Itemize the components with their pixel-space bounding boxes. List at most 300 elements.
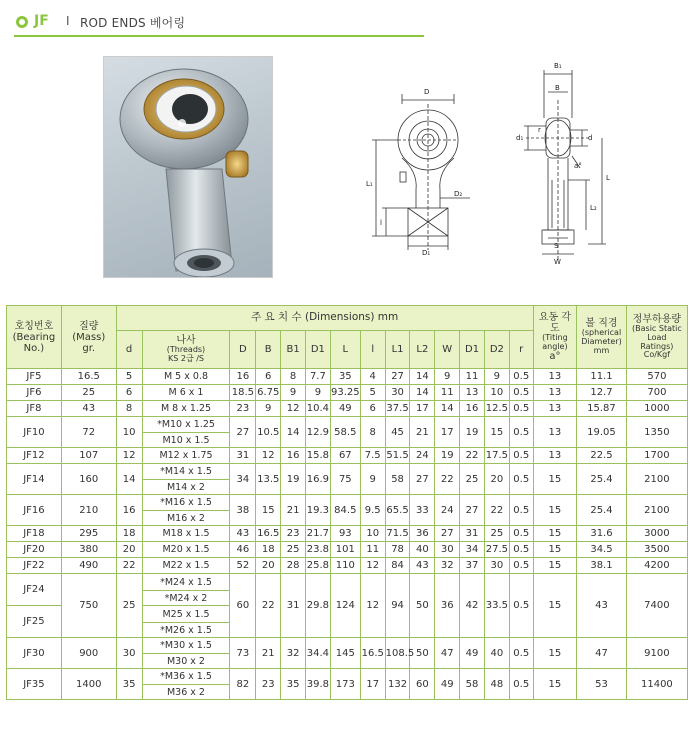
model-cell: JF24 — [7, 574, 62, 606]
dimension-cell: 23.8 — [305, 542, 330, 558]
mass-cell: 25 — [61, 385, 116, 401]
dimension-cell: 52 — [230, 558, 256, 574]
dimension-cell: 0.5 — [509, 464, 533, 495]
sphere-cell: 31.6 — [577, 526, 627, 542]
model-cell: JF30 — [7, 638, 62, 669]
dimension-cell: 110 — [330, 558, 360, 574]
load-cell: 9100 — [626, 638, 687, 669]
side-label-s: S — [554, 242, 559, 250]
thread-spec: M18 x 1.5 — [162, 528, 210, 539]
dimension-cell: 9 — [256, 401, 281, 417]
dimension-cell: 58 — [460, 669, 485, 700]
dimension-cell: 11 — [435, 385, 460, 401]
thread-spec: *M14 x 1.5 — [160, 466, 212, 477]
dimension-cell: 94 — [385, 574, 410, 638]
dimension-cell: 34.4 — [305, 638, 330, 669]
thread-spec: M14 x 2 — [143, 479, 230, 494]
spec-table — [6, 305, 688, 700]
dimension-cell: 11 — [360, 542, 385, 558]
bore-cell: 25 — [116, 574, 142, 638]
dimension-cell: 145 — [330, 638, 360, 669]
threads-cell — [142, 417, 230, 448]
dimension-cell: 45 — [385, 417, 410, 448]
dimension-cell: 14 — [410, 385, 435, 401]
threads-cell — [142, 574, 230, 606]
tilt-cell: 13 — [533, 369, 576, 385]
dimension-cell: 0.5 — [509, 558, 533, 574]
tilt-cell: 15 — [533, 542, 576, 558]
dimension-cell: 0.5 — [509, 574, 533, 638]
mass-cell: 72 — [61, 417, 116, 448]
sphere-cell: 25.4 — [577, 495, 627, 526]
dimension-cell: 27 — [410, 464, 435, 495]
tilt-cell: 15 — [533, 526, 576, 542]
dimension-cell: 0.5 — [509, 417, 533, 448]
model-cell: JF25 — [7, 606, 62, 638]
dimension-cell: 6 — [360, 401, 385, 417]
dimension-cell: 42 — [460, 574, 485, 638]
dimension-cell: 13 — [460, 385, 485, 401]
table-row — [7, 638, 688, 669]
tilt-cell: 15 — [533, 495, 576, 526]
header-load: 정부하용량 (Basic Static Load Ratings) Co/Kgf — [626, 306, 687, 369]
dimension-cell: 18 — [256, 542, 281, 558]
header-dim-r: r — [509, 331, 533, 369]
dimension-cell: 78 — [385, 542, 410, 558]
header-threads: 나사 (Threads) KS 2급 /S — [142, 331, 230, 369]
threads-cell — [142, 558, 230, 574]
sphere-cell: 53 — [577, 669, 627, 700]
dimension-cell: 50 — [410, 574, 435, 638]
model-cell: JF16 — [7, 495, 62, 526]
dimension-cell: 33.5 — [484, 574, 509, 638]
thread-spec: M20 x 1.5 — [162, 544, 210, 555]
dimension-cell: 67 — [330, 448, 360, 464]
threads-cell — [142, 542, 230, 558]
sphere-cell: 47 — [577, 638, 627, 669]
dimension-cell: 9 — [305, 385, 330, 401]
load-cell: 700 — [626, 385, 687, 401]
bore-cell: 22 — [116, 558, 142, 574]
threads-cell — [142, 669, 230, 700]
header-dim-L: L — [330, 331, 360, 369]
dimension-cell: 25.8 — [305, 558, 330, 574]
dimension-cell: 16.5 — [256, 526, 281, 542]
dimension-cell: 12.9 — [305, 417, 330, 448]
bore-cell: 5 — [116, 369, 142, 385]
front-view-drawing — [350, 60, 490, 265]
bore-cell: 16 — [116, 495, 142, 526]
dimension-cell: 132 — [385, 669, 410, 700]
dimension-cell: 0.5 — [509, 542, 533, 558]
spec-table-body — [7, 369, 688, 700]
dimension-cell: 101 — [330, 542, 360, 558]
dimension-cell: 16 — [281, 448, 306, 464]
load-cell: 570 — [626, 369, 687, 385]
mass-cell: 490 — [61, 558, 116, 574]
table-row — [7, 417, 688, 448]
header-dim-L1: L1 — [385, 331, 410, 369]
mass-cell: 160 — [61, 464, 116, 495]
dimension-cell: 14 — [281, 417, 306, 448]
tilt-cell: 15 — [533, 638, 576, 669]
tilt-cell: 13 — [533, 401, 576, 417]
table-row — [7, 385, 688, 401]
dimension-cell: 49 — [330, 401, 360, 417]
dimension-cell: 49 — [460, 638, 485, 669]
dimension-cell: 14 — [435, 401, 460, 417]
mass-cell: 16.5 — [61, 369, 116, 385]
tilt-cell: 15 — [533, 669, 576, 700]
table-row — [7, 464, 688, 495]
model-cell: JF6 — [7, 385, 62, 401]
mass-cell: 1400 — [61, 669, 116, 700]
bore-cell: 35 — [116, 669, 142, 700]
front-label-l1: L₁ — [366, 180, 373, 188]
dimension-cell: 75 — [330, 464, 360, 495]
dimension-cell: 31 — [460, 526, 485, 542]
thread-spec: M10 x 1.5 — [143, 432, 230, 447]
dimension-cell: 0.5 — [509, 385, 533, 401]
tilt-cell: 15 — [533, 558, 576, 574]
dimension-cell: 22 — [460, 448, 485, 464]
dimension-cell: 9 — [435, 369, 460, 385]
load-cell: 11400 — [626, 669, 687, 700]
header-dim-D1b: D1 — [460, 331, 485, 369]
side-label-l: L — [606, 174, 610, 182]
thread-spec: M 8 x 1.25 — [160, 403, 212, 414]
dimension-cell: 8 — [281, 369, 306, 385]
model-cell: JF8 — [7, 401, 62, 417]
dimension-cell: 60 — [230, 574, 256, 638]
dimension-cell: 38 — [230, 495, 256, 526]
dimension-cell: 12 — [281, 401, 306, 417]
dimension-cell: 46 — [230, 542, 256, 558]
dimension-cell: 36 — [435, 574, 460, 638]
load-cell: 3500 — [626, 542, 687, 558]
dimension-cell: 27 — [460, 495, 485, 526]
side-label-l2: L₂ — [590, 204, 597, 212]
dimension-cell: 4 — [360, 369, 385, 385]
table-row — [7, 558, 688, 574]
dimension-cell: 30 — [435, 542, 460, 558]
dimension-cell: 22 — [484, 495, 509, 526]
dimension-cell: 47 — [435, 638, 460, 669]
dimension-cell: 12 — [256, 448, 281, 464]
threads-cell — [142, 369, 230, 385]
dimension-cell: 30 — [484, 558, 509, 574]
dimension-cell: 71.5 — [385, 526, 410, 542]
bore-cell: 8 — [116, 401, 142, 417]
side-label-a: a° — [574, 162, 582, 170]
thread-spec: M36 x 2 — [143, 684, 230, 699]
dimension-cell: 43 — [230, 526, 256, 542]
dimension-cell: 82 — [230, 669, 256, 700]
header-d: d — [116, 331, 142, 369]
dimension-cell: 35 — [281, 669, 306, 700]
sphere-cell: 12.7 — [577, 385, 627, 401]
threads-cell — [142, 606, 230, 638]
dimension-cell: 108.5 — [385, 638, 410, 669]
table-row — [7, 526, 688, 542]
dimension-cell: 23 — [281, 526, 306, 542]
dimension-cell: 16 — [460, 401, 485, 417]
dimension-cell: 19 — [460, 417, 485, 448]
load-cell: 1700 — [626, 448, 687, 464]
header-sphere: 볼 직경 (spherical Diameter) mm — [577, 306, 627, 369]
dimension-cell: 27.5 — [484, 542, 509, 558]
dimension-cell: 32 — [435, 558, 460, 574]
dimension-cell: 16.9 — [305, 464, 330, 495]
dimension-cell: 32 — [281, 638, 306, 669]
dimension-cell: 58.5 — [330, 417, 360, 448]
thread-spec: *M24 x 2 — [143, 590, 230, 605]
dimension-cell: 43 — [410, 558, 435, 574]
dimension-cell: 9 — [484, 369, 509, 385]
dimension-cell: 10.5 — [256, 417, 281, 448]
dimension-cell: 49 — [435, 669, 460, 700]
dimension-cell: 30 — [385, 385, 410, 401]
model-cell: JF22 — [7, 558, 62, 574]
front-label-d2: D₂ — [454, 190, 463, 198]
thread-spec: M25 x 1.5 — [162, 608, 210, 620]
dimension-cell: 13.5 — [256, 464, 281, 495]
side-view-svg — [508, 60, 618, 270]
dimension-cell: 0.5 — [509, 369, 533, 385]
table-row — [7, 369, 688, 385]
table-row — [7, 669, 688, 700]
dimension-cell: 7.5 — [360, 448, 385, 464]
dimension-cell: 50 — [410, 638, 435, 669]
model-cell: JF20 — [7, 542, 62, 558]
thread-spec: *M16 x 1.5 — [160, 497, 212, 508]
dimension-cell: 9 — [281, 385, 306, 401]
rod-end-photo-image — [104, 57, 273, 278]
dimension-cell: 19 — [435, 448, 460, 464]
header-dim-D: D — [230, 331, 256, 369]
dimension-cell: 48 — [484, 669, 509, 700]
dimension-cell: 25 — [460, 464, 485, 495]
table-row — [7, 542, 688, 558]
dimension-cell: 20 — [256, 558, 281, 574]
thread-spec: *M36 x 1.5 — [160, 671, 212, 682]
dimension-cell: 0.5 — [509, 526, 533, 542]
load-cell: 7400 — [626, 574, 687, 638]
bore-cell: 18 — [116, 526, 142, 542]
tilt-cell: 15 — [533, 574, 576, 638]
dimension-cell: 0.5 — [509, 669, 533, 700]
front-label-l: l — [380, 219, 382, 227]
dimension-cell: 0.5 — [509, 495, 533, 526]
sphere-cell: 15.87 — [577, 401, 627, 417]
bore-cell: 30 — [116, 638, 142, 669]
dimension-cell: 25 — [484, 526, 509, 542]
dimension-cell: 29.8 — [305, 574, 330, 638]
model-cell: JF5 — [7, 369, 62, 385]
header-model: 호칭번호 (Bearing No.) — [7, 306, 62, 369]
bore-cell: 14 — [116, 464, 142, 495]
dimension-cell: 22 — [256, 574, 281, 638]
dimension-cell: 22 — [435, 464, 460, 495]
sphere-cell: 34.5 — [577, 542, 627, 558]
bullet-ring-icon — [16, 16, 28, 28]
mass-cell: 210 — [61, 495, 116, 526]
thread-spec: M 5 x 0.8 — [163, 371, 208, 382]
page-title: ROD ENDS 베어링 — [80, 16, 186, 30]
thread-spec: *M30 x 1.5 — [160, 640, 212, 651]
dimension-cell: 20 — [484, 464, 509, 495]
dimension-cell: 40 — [484, 638, 509, 669]
header-dim-D2: D2 — [484, 331, 509, 369]
dimension-cell: 10 — [484, 385, 509, 401]
side-label-b1: B₁ — [554, 62, 562, 70]
dimension-cell: 84.5 — [330, 495, 360, 526]
dimension-cell: 37 — [460, 558, 485, 574]
dimension-cell: 18.5 — [230, 385, 256, 401]
bore-cell: 6 — [116, 385, 142, 401]
threads-cell — [142, 495, 230, 526]
dimension-cell: 84 — [385, 558, 410, 574]
dimension-cell: 12.5 — [484, 401, 509, 417]
load-cell: 2100 — [626, 464, 687, 495]
table-row — [7, 401, 688, 417]
dimension-cell: 24 — [435, 495, 460, 526]
dimension-cell: 28 — [281, 558, 306, 574]
mass-cell: 295 — [61, 526, 116, 542]
threads-cell — [142, 526, 230, 542]
table-row — [7, 574, 688, 590]
mass-cell: 107 — [61, 448, 116, 464]
dimension-cell: 124 — [330, 574, 360, 638]
dimension-cell: 21.7 — [305, 526, 330, 542]
dimension-cell: 14 — [410, 369, 435, 385]
dimension-cell: 17 — [435, 417, 460, 448]
dimension-cell: 51.5 — [385, 448, 410, 464]
dimension-cell: 6 — [256, 369, 281, 385]
dimension-cell: 0.5 — [509, 448, 533, 464]
thread-spec: M22 x 1.5 — [162, 560, 210, 571]
dimension-cell: 21 — [281, 495, 306, 526]
header-dim-l: l — [360, 331, 385, 369]
front-label-d: D — [424, 88, 430, 96]
threads-cell — [142, 401, 230, 417]
dimension-cell: 21 — [410, 417, 435, 448]
thread-spec: M12 x 1.75 — [159, 450, 213, 461]
series-code: JF — [34, 13, 49, 29]
mass-cell: 750 — [61, 574, 116, 638]
dimension-cell: 34 — [230, 464, 256, 495]
header-dim-B1: B1 — [281, 331, 306, 369]
load-cell: 1000 — [626, 401, 687, 417]
header-dim-L2: L2 — [410, 331, 435, 369]
page-header — [14, 10, 424, 40]
tilt-cell: 15 — [533, 464, 576, 495]
dimension-cell: 60 — [410, 669, 435, 700]
dimension-cell: 93 — [330, 526, 360, 542]
load-cell: 1350 — [626, 417, 687, 448]
thread-spec: M16 x 2 — [143, 510, 230, 525]
load-cell: 4200 — [626, 558, 687, 574]
bore-cell: 10 — [116, 417, 142, 448]
mass-cell: 900 — [61, 638, 116, 669]
threads-cell — [142, 448, 230, 464]
bore-cell: 12 — [116, 448, 142, 464]
thread-spec: M 6 x 1 — [168, 387, 204, 398]
model-cell: JF18 — [7, 526, 62, 542]
dimension-cell: 27 — [385, 369, 410, 385]
dimension-cell: 5 — [360, 385, 385, 401]
dimension-cell: 23 — [256, 669, 281, 700]
dimension-cell: 21 — [256, 638, 281, 669]
dimension-cell: 7.7 — [305, 369, 330, 385]
model-cell: JF12 — [7, 448, 62, 464]
dimension-cell: 19 — [281, 464, 306, 495]
dimension-cell: 27 — [230, 417, 256, 448]
mass-cell: 380 — [61, 542, 116, 558]
dimension-cell: 34 — [460, 542, 485, 558]
header-dim-B: B — [256, 331, 281, 369]
mass-cell: 43 — [61, 401, 116, 417]
side-label-w: W — [554, 258, 561, 266]
sphere-cell: 22.5 — [577, 448, 627, 464]
dimension-cell: 9 — [360, 464, 385, 495]
title-separator: I — [66, 14, 70, 28]
dimension-cell: 25 — [281, 542, 306, 558]
dimension-cell: 17 — [410, 401, 435, 417]
dimension-cell: 73 — [230, 638, 256, 669]
dimension-cell: 15 — [484, 417, 509, 448]
thread-spec: *M26 x 1.5 — [143, 622, 230, 637]
dimension-cell: 17.5 — [484, 448, 509, 464]
header-rule — [14, 35, 424, 37]
side-label-d1: d₁ — [516, 134, 524, 142]
dimension-cell: 31 — [230, 448, 256, 464]
dimension-cell: 37.5 — [385, 401, 410, 417]
header-dimensions: 주 요 치 수 (Dimensions) mm — [116, 306, 533, 331]
sphere-cell: 38.1 — [577, 558, 627, 574]
dimension-cell: 17 — [360, 669, 385, 700]
model-cell: JF14 — [7, 464, 62, 495]
model-cell: JF10 — [7, 417, 62, 448]
thread-spec: M30 x 2 — [143, 653, 230, 668]
dimension-cell: 27 — [435, 526, 460, 542]
dimension-cell: 8 — [360, 417, 385, 448]
tilt-cell: 13 — [533, 417, 576, 448]
load-cell: 3000 — [626, 526, 687, 542]
dimension-cell: 173 — [330, 669, 360, 700]
side-label-r: r — [538, 126, 541, 134]
dimension-cell: 11 — [460, 369, 485, 385]
side-label-d: d — [588, 134, 593, 142]
dimension-cell: 39.8 — [305, 669, 330, 700]
threads-cell — [142, 638, 230, 669]
dimension-cell: 93.25 — [330, 385, 360, 401]
dimension-cell: 31 — [281, 574, 306, 638]
dimension-cell: 15 — [256, 495, 281, 526]
table-row — [7, 448, 688, 464]
table-row — [7, 495, 688, 526]
dimension-cell: 58 — [385, 464, 410, 495]
dimension-cell: 0.5 — [509, 638, 533, 669]
dimension-cell: 6.75 — [256, 385, 281, 401]
sphere-cell: 25.4 — [577, 464, 627, 495]
load-cell: 2100 — [626, 495, 687, 526]
front-view-svg — [350, 60, 490, 265]
side-label-b: B — [555, 84, 560, 92]
header-mass: 질량 (Mass) gr. — [61, 306, 116, 369]
dimension-cell: 65.5 — [385, 495, 410, 526]
dimension-cell: 9.5 — [360, 495, 385, 526]
